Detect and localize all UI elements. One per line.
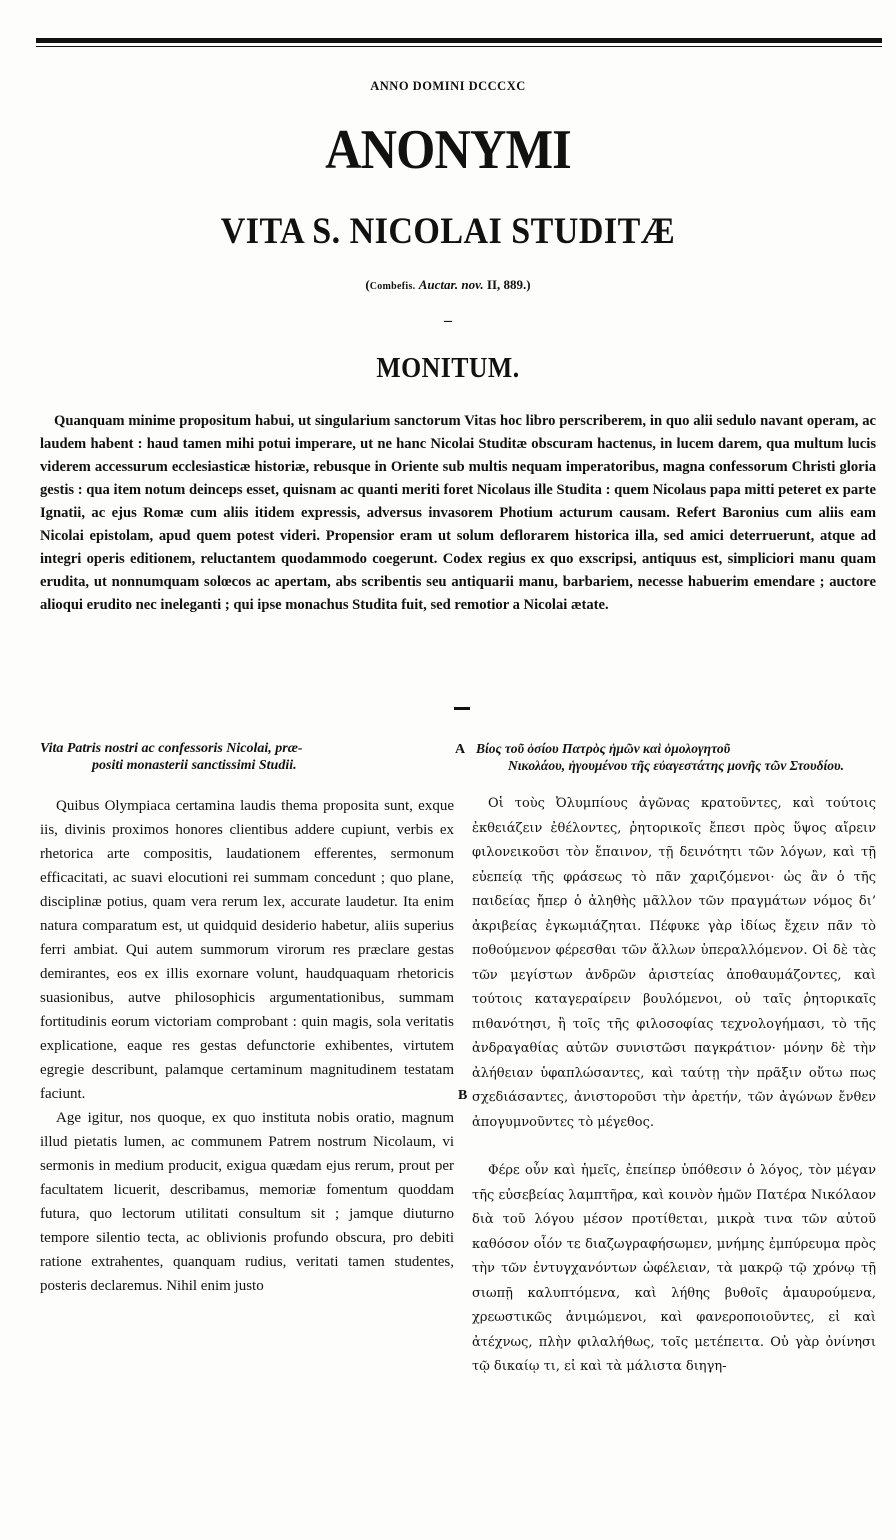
subtitle: VITA S. NICOLAI STUDITÆ xyxy=(220,211,676,252)
source-reference xyxy=(0,277,896,293)
source-author: Combefis. xyxy=(369,281,416,292)
main-title: ANONYMI xyxy=(325,119,571,181)
top-rule-thin xyxy=(36,46,882,47)
margin-marker-b: B xyxy=(458,1088,468,1103)
monitum-heading: MONITUM. xyxy=(376,353,520,384)
greek-heading-line1: Βίος τοῦ ὁσίου Πατρὸς ἡμῶν καὶ ὁμολογητοῦ xyxy=(476,741,731,756)
year-line: ANNO DOMINI DCCCXC xyxy=(370,79,526,93)
greek-body xyxy=(472,792,876,1380)
greek-heading xyxy=(472,740,876,774)
latin-heading-line1: Vita Patris nostri ac confessoris Nicolai, præ- xyxy=(40,741,303,756)
latin-body xyxy=(40,794,454,1298)
greek-column xyxy=(472,740,876,1380)
monitum-text: Quanquam minime propositum habui, ut singularium sanctorum Vitas hoc libro perscriberem, in quo alii sedulo navant operam, ac laudem habent : haud tamen mihi potui imperare, ut ne hanc Nicolai Studitæ obscuram hactenus, in lucem darem, qua multum lucis viderem accessurum ecclesiasticæ historiæ, rebusque in Oriente sub multis nequam imperatoribus, magna confessorum Christi gloria gestis : qua item notum deinceps esset, quisnam ac quanti meriti foret Nicolaus ille Studita : quem Nicolaus papa mitti peteret ex parte Ignatii, ac ejus Romæ cum aliis itidem expressis, adversus invasorem Photium acturum causam. Refert Baronius cum aliis eam Nicolai epistolam, apud quem potest videri. Propensior eram ut solum deflorarem historica illa, sed amici deterruerunt, atque ad integri operis editionem, reluctantem quodammodo coegerunt. Codex regius ex quo exscripsi, antiquus est, simpliciori manu quam erudita, ut nonnumquam solœcos ac apertam, abs scribentis seu antiquarii manu, barbariem, necesse habuerim emendare ; auctore alioqui erudito nec ineleganti ; qui ipse monachus Studita fuit, sed remotior a Nicolai ætate. xyxy=(40,413,876,613)
latin-paragraph-2: Age igitur, nos quoque, ex quo instituta nobis oratio, magnum illud pietatis lumen, ac communem Patrem nostrum Nicolaum, vi sermonis in medium producit, exigua quædam ejus rerum, prout per facultatem licuerit, describamus, memoriæ fomentum quoddam futura, quo lectorum utilitati consultum sit ; jamque diuturno tempore silentio tecta, ac oblivionis profundo obscura, pro debiti ratione extrahentes, quanquam rudius, veritati tamen studentes, posteris declaremus. Nihil enim justo xyxy=(40,1110,454,1294)
greek-paragraph-2: Φέρε οὖν καὶ ἡμεῖς, ἐπείπερ ὑπόθεσιν ὁ λόγος, τὸν μέγαν τῆς εὐσεβείας λαμπτῆρα, καὶ κοινὸν ἡμῶν Πατέρα Νικόλαον διὰ τοῦ λόγου μέσον προτίθεται, μικρὰ τινα τῶν αὐτοῦ καθόσον οἷόν τε διαζωγραφήσωμεν, μνήμης ἐμπύρευμα πρὸς τὴν τῶν ἐντυγχανόντων ὠφέλειαν, τὰ μακρῷ τῷ χρόνῳ τῇ σιωπῇ καλυπτόμενα, καὶ λήθης βυθοῖς ἀμαυρούμενα, χρεωστικῶς ἀνιμώμενοι, καὶ φανεροποιοῦντες, εἰ καὶ ἀτέχνως, πλὴν φιλαλήθως, τοῖς μετέπειτα. Οὐ γὰρ ὀνίνησι τῷ δικαίῳ τι, εἰ καὶ τὰ μάλιστα διηγη- xyxy=(472,1163,876,1374)
greek-heading-line2: Νικολάου, ἡγουμένου τῆς εὐαγεστάτης μονῆς τῶν Στουδίου. xyxy=(507,758,845,773)
latin-column xyxy=(40,740,454,1298)
source-work: Auctar. nov. xyxy=(418,277,484,292)
latin-heading-line2: positi monasterii sanctissimi Studii. xyxy=(92,758,297,773)
source-open: ( xyxy=(365,277,370,292)
section-separator xyxy=(454,707,470,710)
divider-dash: – xyxy=(444,312,452,329)
greek-paragraph-1: Οἱ τοὺς Ὀλυμπίους ἀγῶνας κρατοῦντες, καὶ τούτοις ἐκθειάζειν ἐθέλοντες, ῥητορικοῖς ἔπεσι πρὸς ὕψος αἴρειν φιλονεικοῦσι τὸν ἔπαινον, τῇ δεινότητι τῶν λόγων, καὶ τῇ εὐεπείᾳ τῆς φράσεως τὸ πᾶν χαριζόμενοι· ὡς ἂν ὁ τῆς παιδείας ἤπερ ὁ ἀληθὴς μᾶλλον τῶν πραγμάτων νόμος δι’ ἀκριβείας ἐγκωμιάζηται. Πέφυκε γὰρ ἰδίως ἔχειν πᾶν τὸ ποθούμενον φέρεσθαι τῶν ἄλλων ὑπεραλλόμενον. Οἱ δὲ τὰς τῶν μεγίστων ἀνδρῶν ἀριστείας ἀποθαυμάζοντες, καὶ τούτοις καταγεραίρειν βουλόμενοι, οὐ ταῖς ῥητορικαῖς πιθανότησι, ἢ τοῖς τῆς φιλοσοφίας τεχνολογήμασι, τὸ τῆς ἀνδραγαθίας αὐτῶν συνιστῶσι παγκράτιον· μόνην δὲ τὴν ἀλήθειαν ὑφαπλώσαντες, καὶ ταύτῃ τὴν πρᾶξιν οὕτω πως σχεδιάσαντες, ἀνιστοροῦσι τὴν ἀρετήν, τῶν ἀγώνων ἔνθεν ἀπογυμνοῦντες τὸ μέγεθος. xyxy=(472,796,876,1130)
source-tail: II, 889.) xyxy=(486,277,531,292)
top-rule-thick xyxy=(36,38,882,43)
margin-marker-a: A xyxy=(455,742,466,757)
latin-paragraph-1: Quibus Olympiaca certamina laudis thema proposita sunt, exque iis, divinis proximos honores clientibus addere cupiunt, verbis ex rhetorica arte compositis, laudationem efferentes, sermonum efficacitati, ac suavi elocutioni rei summam concedunt ; quo plane, disciplinæ potius, quam vera rerum lex, accurate laudetur. Ita enim natura comparatum est, ut quidquid desiderio habetur, aliis superius ferri ambiat. Qui autem summorum virorum res præclare gestas demirantes, eos ex illis exornare volunt, haudquaquam rhetoricis suasionibus, autve philosophicis argumentationibus, summam fortitudinis eorum victoriam comprobant : quin magis, sola veritatis explicatione, eaque res gestas defunctorie exhibentes, virtutem egregie describunt, palamque certaminum magnitudinem testatam faciunt. xyxy=(40,798,454,1102)
latin-heading xyxy=(40,740,454,774)
